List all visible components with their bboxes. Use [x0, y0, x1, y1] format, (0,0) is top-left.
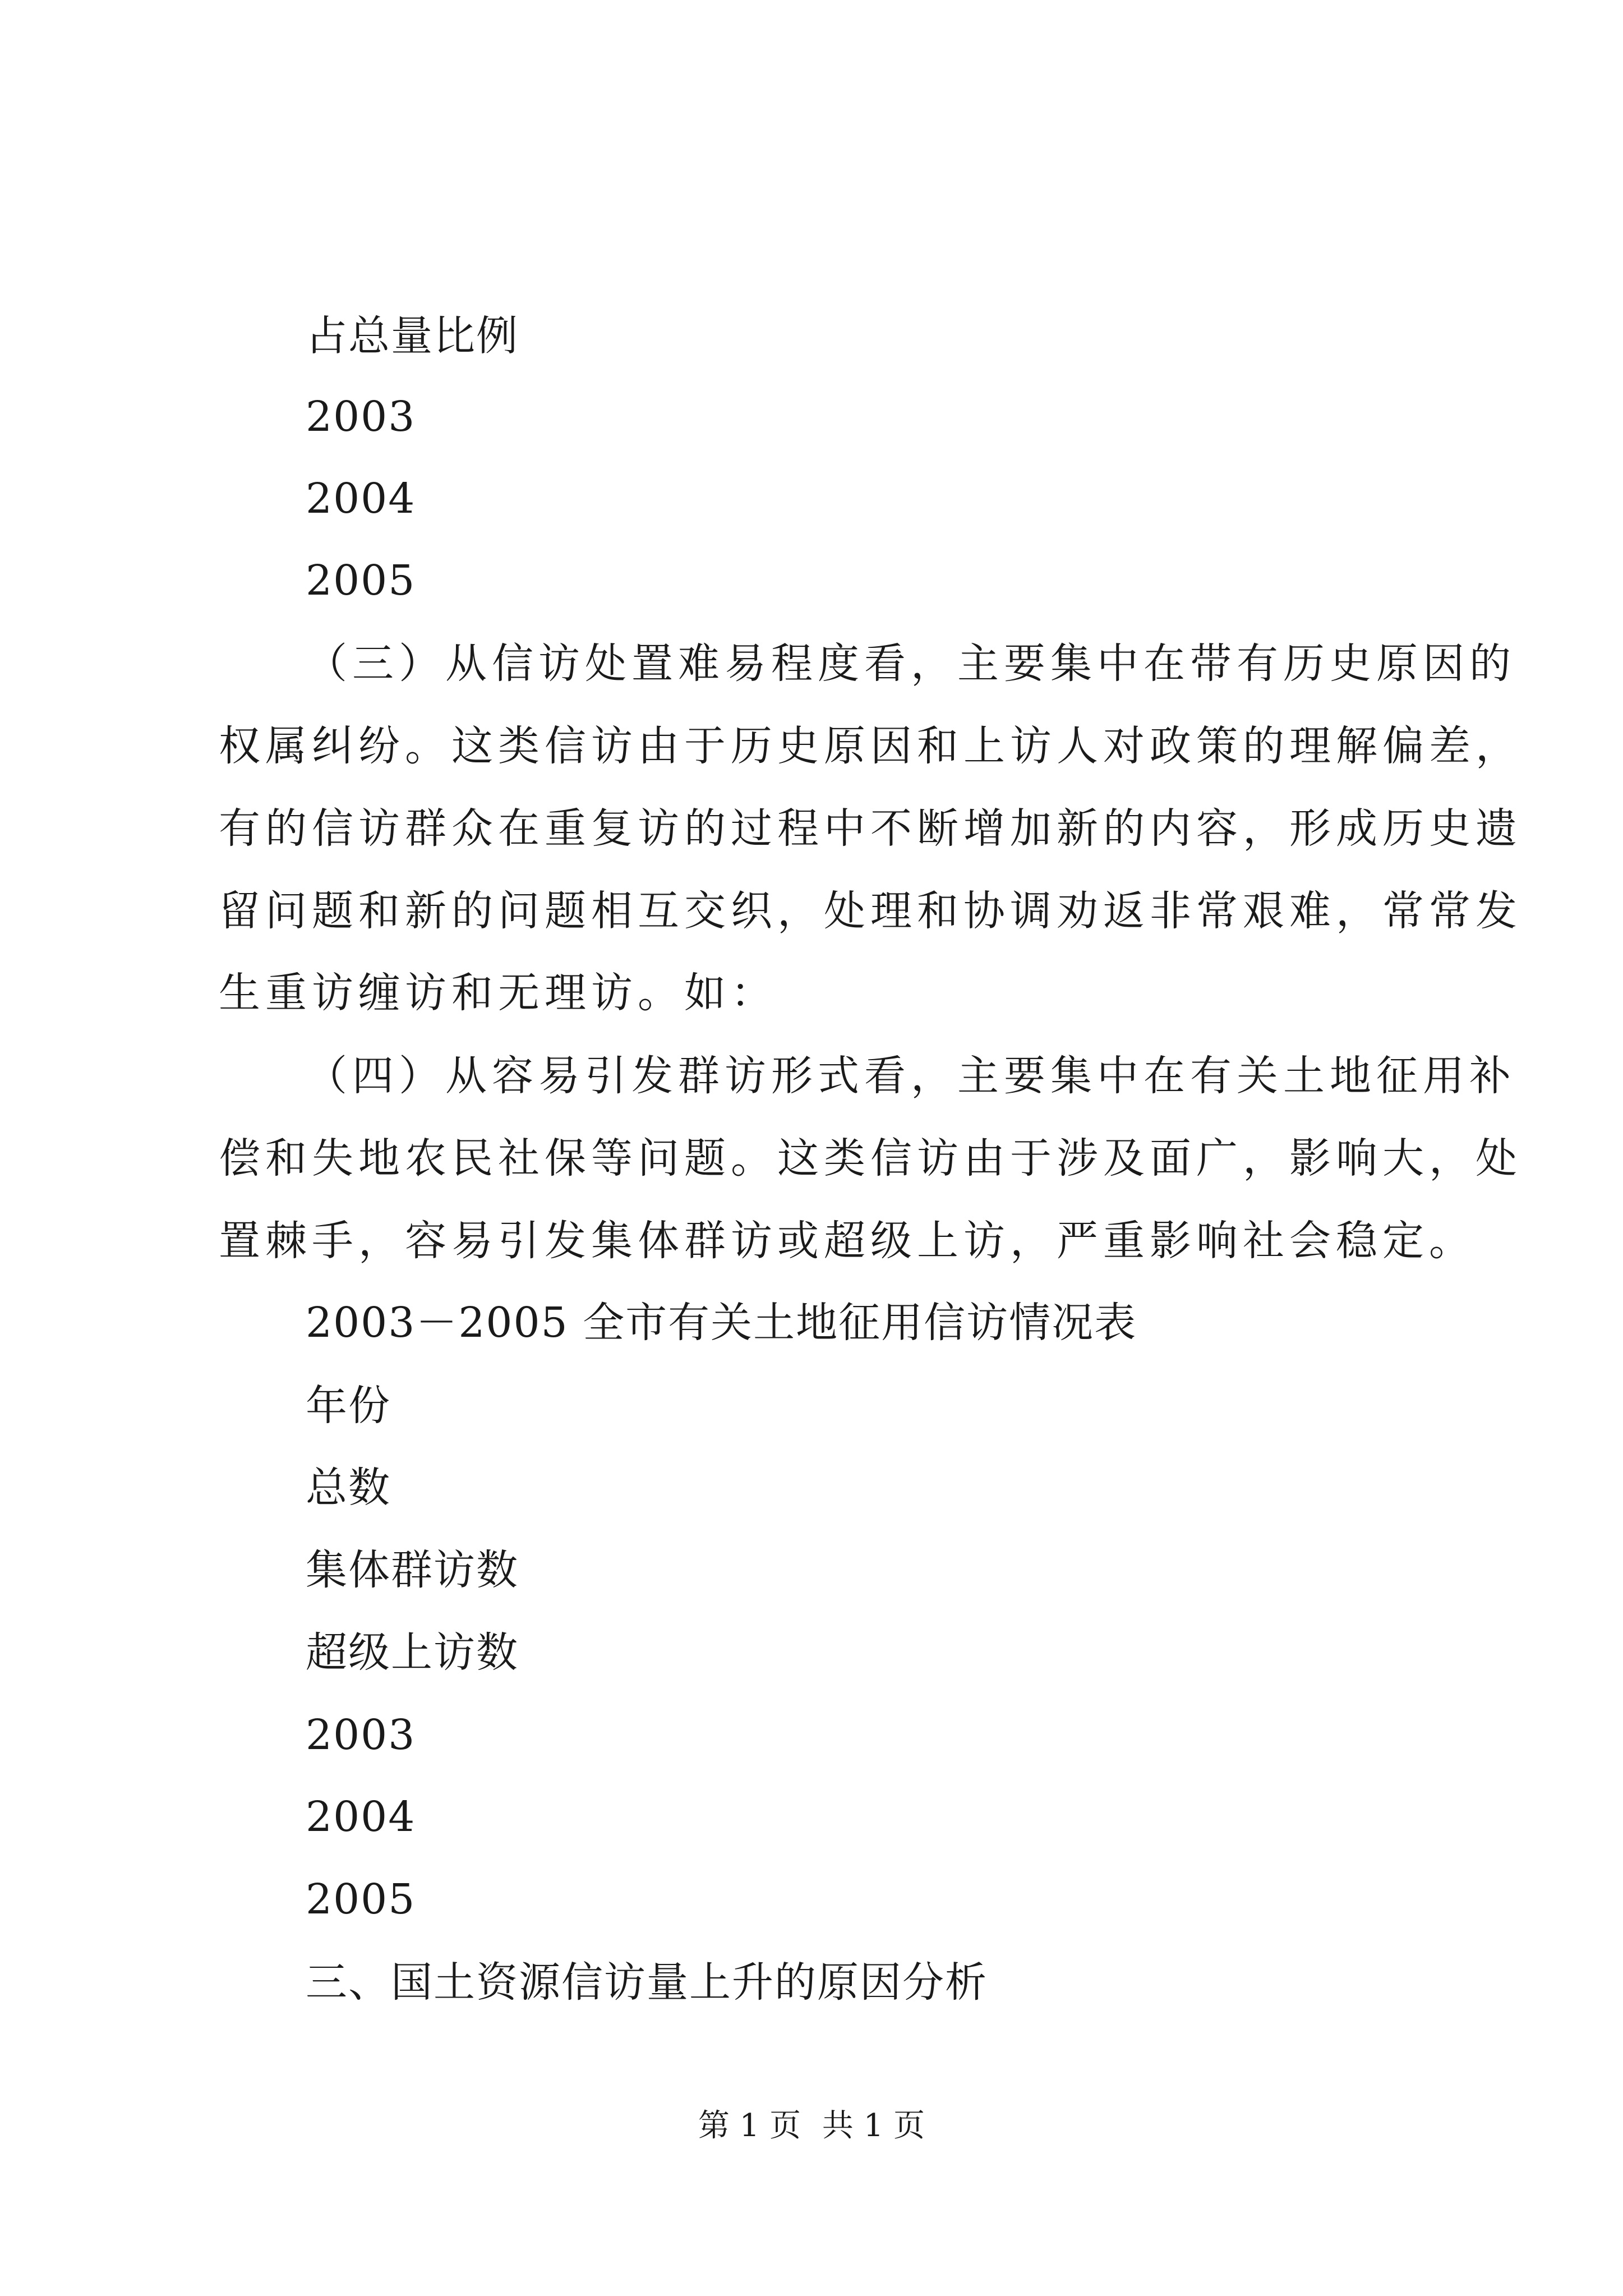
table-title: 2003－2005 全市有关土地征用信访情况表: [306, 1299, 1137, 1347]
year-2003-bottom: 2003: [306, 1711, 416, 1759]
section-3-line-4: 留问题和新的问题相互交织，处理和协调劝返非常艰难，常常发: [219, 887, 1522, 935]
section-3-line-2: 权属纠纷。这类信访由于历史原因和上访人对政策的理解偏差，: [219, 722, 1522, 770]
page-number: 第 1 页: [698, 2108, 801, 2144]
table-header-group-visits: 集体群访数: [306, 1546, 519, 1594]
page-footer: [0, 2110, 1623, 2142]
year-2004-top: 2004: [306, 475, 416, 523]
year-2003-top: 2003: [306, 393, 416, 441]
list-label-proportion: 占总量比例: [306, 312, 519, 360]
section-3-line-1: （三）从信访处置难易程度看，主要集中在带有历史原因的: [306, 639, 1516, 688]
section-3-line-5: 生重访缠访和无理访。如：: [219, 969, 777, 1017]
section-4-line-2: 偿和失地农民社保等问题。这类信访由于涉及面广，影响大，处: [219, 1134, 1522, 1182]
year-2004-bottom: 2004: [306, 1793, 416, 1841]
page-total: 共 1 页: [822, 2108, 925, 2144]
section-4-line-1: （四）从容易引发群访形式看，主要集中在有关土地征用补: [306, 1052, 1516, 1100]
table-header-super-petitions: 超级上访数: [306, 1628, 519, 1677]
section-3-line-3: 有的信访群众在重复访的过程中不断增加新的内容，形成历史遗: [219, 804, 1522, 853]
section-heading-3: 三、国土资源信访量上升的原因分析: [306, 1958, 988, 2007]
year-2005-bottom: 2005: [306, 1875, 416, 1924]
table-header-year: 年份: [306, 1382, 391, 1430]
year-2005-top: 2005: [306, 556, 416, 605]
table-header-total: 总数: [306, 1464, 391, 1512]
section-4-line-3: 置棘手，容易引发集体群访或超级上访，严重影响社会稳定。: [219, 1217, 1476, 1265]
